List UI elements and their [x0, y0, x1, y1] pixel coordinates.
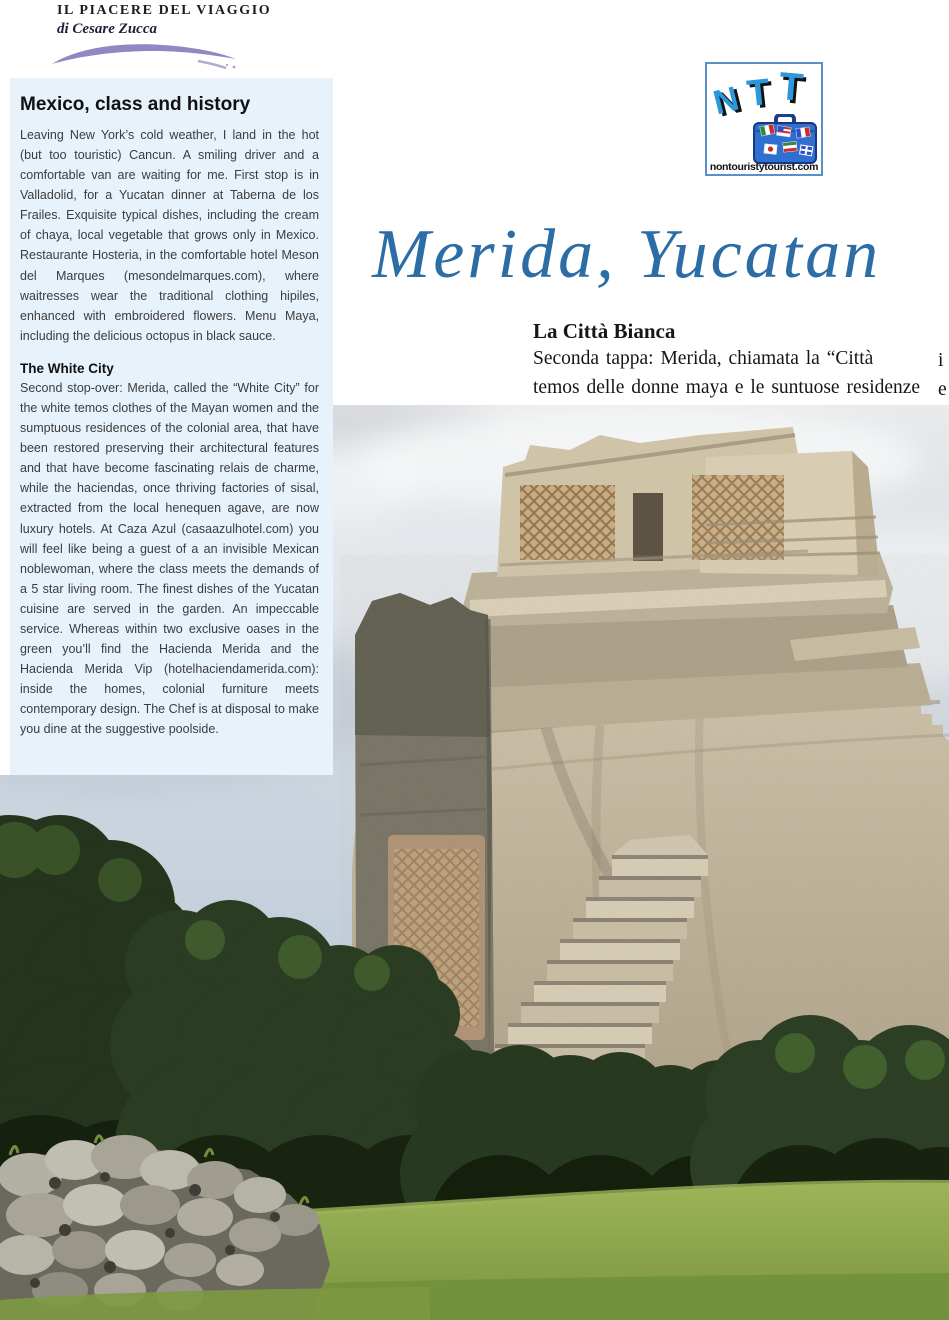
- article-title: Merida, Yucatan: [372, 216, 882, 293]
- brushstroke-decoration: [48, 40, 243, 72]
- subtitle-line-1: Seconda tappa: Merida, chiamata la “Città: [533, 348, 874, 369]
- logo-letter-n: N: [709, 79, 743, 123]
- clipped-fragment-1: i: [938, 350, 944, 371]
- clipped-fragment-2: e: [938, 379, 947, 400]
- logo-letter-t2: T: [777, 65, 805, 110]
- subtitle-line-2: temos delle donne maya e le suntuose residenze: [533, 377, 921, 398]
- clipped-column-fragments: [938, 346, 949, 404]
- sidebar-section1-heading: Mexico, class and history: [20, 94, 251, 115]
- subtitle-heading: La Città Bianca: [533, 319, 676, 343]
- logo-website: nontouristytourist.com: [709, 161, 819, 173]
- sidebar-article: [10, 78, 333, 775]
- masthead-title: IL PIACERE DEL VIAGGIO: [57, 3, 272, 18]
- sidebar-section1-body: Leaving New York’s cold weather, I land in the hot (but too touristic) Cancun. A smiling driver and a comfortable van are waiting for me. First stop is in Valladolid, for a Yucatan dinner at Taberna de los Frailes. Exquisite typical dishes, including the cream of chaya, local vegetable that grows only in Mexico. Restaurante Hosteria, in the comfortable hotel Meson del Marques (mesondelmarques.com), where waitresses wear the traditional clothing hipiles, enhanced with embroidered flowers. Menu Maya, including the delicious octopus in black sauce.: [20, 127, 319, 343]
- ntt-logo: [705, 62, 823, 176]
- masthead-byline: di Cesare Zucca: [57, 21, 157, 37]
- suitcase-icon: [751, 114, 819, 166]
- subtitle-block: [533, 318, 925, 402]
- sidebar-section2-heading: The White City: [20, 360, 114, 376]
- sidebar-section2-body: Second stop-over: Merida, called the “White City” for the white temos clothes of the Mayan women and the sumptuous residences of the colonial area, that have been restored preserving their architectural features and that have become fascinating relais de charme, while the haciendas, once thriving factories of sisal, extracted from the local henequen agave, are now luxury hotels. At Caza Azul (casaazulhotel.com) you will feel like being a guest of a an invisible Mexican noblewoman, where the class meets the demands of a 5 star living room. The finest dishes of the Yucatan cuisine are served in the garden. An impeccable service. Whereas within two exclusive oases in the green you’ll find the Hacienda Merida and the Hacienda Merida Vip (hotelhaciendamerida.com): inside the homes, colonial furniture meets contemporary design. The Chef is at disposal to make you dine at the suggestive poolside.: [20, 380, 319, 737]
- logo-letter-t1: T: [744, 70, 772, 115]
